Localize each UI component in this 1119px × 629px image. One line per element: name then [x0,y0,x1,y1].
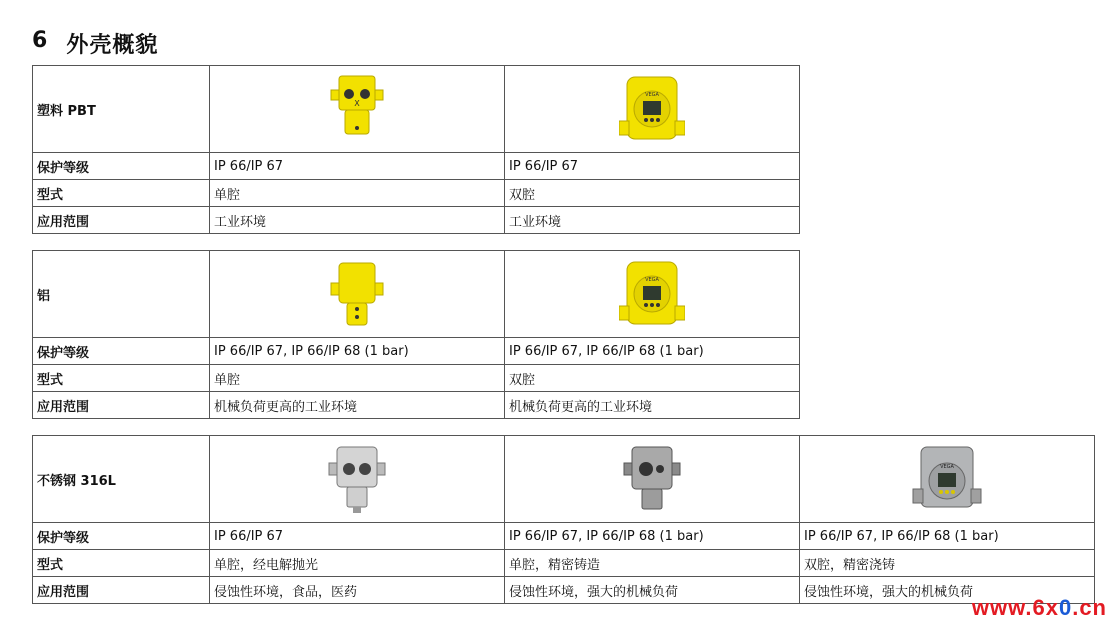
row-label: 应用范围 [33,392,210,419]
row-label: 型式 [33,180,210,207]
table-row [33,577,1095,604]
table-row [33,153,800,180]
single-chamber-housing-yellow-icon [327,259,387,329]
row-label: 保护等级 [33,338,210,365]
single-chamber-housing-yellow-icon [327,74,387,144]
cell-value: 双腔，精密浇铸 [800,550,1095,577]
double-chamber-housing-steel-display-icon [911,443,983,515]
table-row [33,338,800,365]
cell-value: 工业环境 [210,207,505,234]
svg-text:X: X [354,99,360,108]
housing-image-cell [210,251,505,338]
cell-value: 侵蚀性环境，强大的机械负荷 [505,577,800,604]
watermark-prefix: www.6x [971,595,1059,620]
cell-value: IP 66/IP 67 [210,523,505,550]
housing-image-cell [505,251,800,338]
housing-table-plastic [32,65,800,234]
cell-value: 机械负荷更高的工业环境 [505,392,800,419]
housing-image-cell [505,66,800,153]
cell-value: 单腔 [210,365,505,392]
cell-value: 双腔 [505,365,800,392]
material-label: 塑料 PBT [33,66,210,153]
section-number: 6 [32,28,49,53]
row-label: 型式 [33,365,210,392]
cell-value: 双腔 [505,180,800,207]
housing-image-cell [800,436,1095,523]
housing-image-cell [210,66,505,153]
table-row [33,365,800,392]
single-chamber-housing-steel-cast-icon [622,443,682,515]
cell-value: 单腔，精密铸造 [505,550,800,577]
housing-image-cell [210,436,505,523]
housing-image-cell [505,436,800,523]
row-label: 应用范围 [33,207,210,234]
cell-value: IP 66/IP 67, IP 66/IP 68 (1 bar) [505,338,800,365]
cell-value: IP 66/IP 67, IP 66/IP 68 (1 bar) [210,338,505,365]
cell-value: IP 66/IP 67, IP 66/IP 68 (1 bar) [800,523,1095,550]
double-chamber-housing-yellow-display-icon [619,258,685,330]
material-label: 不锈钢 316L [33,436,210,523]
cell-value: 机械负荷更高的工业环境 [210,392,505,419]
housing-table-stainless [32,435,1095,604]
cell-value: IP 66/IP 67 [505,153,800,180]
watermark [972,595,1107,621]
cell-value: 侵蚀性环境，食品，医药 [210,577,505,604]
table-row [33,523,1095,550]
cell-value: 单腔 [210,180,505,207]
table-row [33,180,800,207]
watermark-o: 0 [1058,595,1073,620]
row-label: 应用范围 [33,577,210,604]
cell-value: IP 66/IP 67, IP 66/IP 68 (1 bar) [505,523,800,550]
row-label: 型式 [33,550,210,577]
section-heading [32,28,158,59]
single-chamber-housing-steel-polished-icon [327,443,387,515]
cell-value: IP 66/IP 67 [210,153,505,180]
table-row [33,392,800,419]
table-row [33,207,800,234]
table-row [33,550,1095,577]
svg-text:VEGA: VEGA [645,277,659,283]
cell-value: 单腔，经电解抛光 [210,550,505,577]
row-label: 保护等级 [33,153,210,180]
material-label: 铝 [33,251,210,338]
cell-value: 侵蚀性环境，强大的机械负荷 [800,577,1095,604]
svg-text:VEGA: VEGA [645,92,659,98]
housing-table-aluminium [32,250,800,419]
row-label: 保护等级 [33,523,210,550]
svg-text:VEGA: VEGA [940,464,954,470]
double-chamber-housing-yellow-display-icon [619,73,685,145]
cell-value: 工业环境 [505,207,800,234]
section-title: 外壳概貌 [66,33,159,58]
watermark-suffix: .cn [1072,595,1107,620]
